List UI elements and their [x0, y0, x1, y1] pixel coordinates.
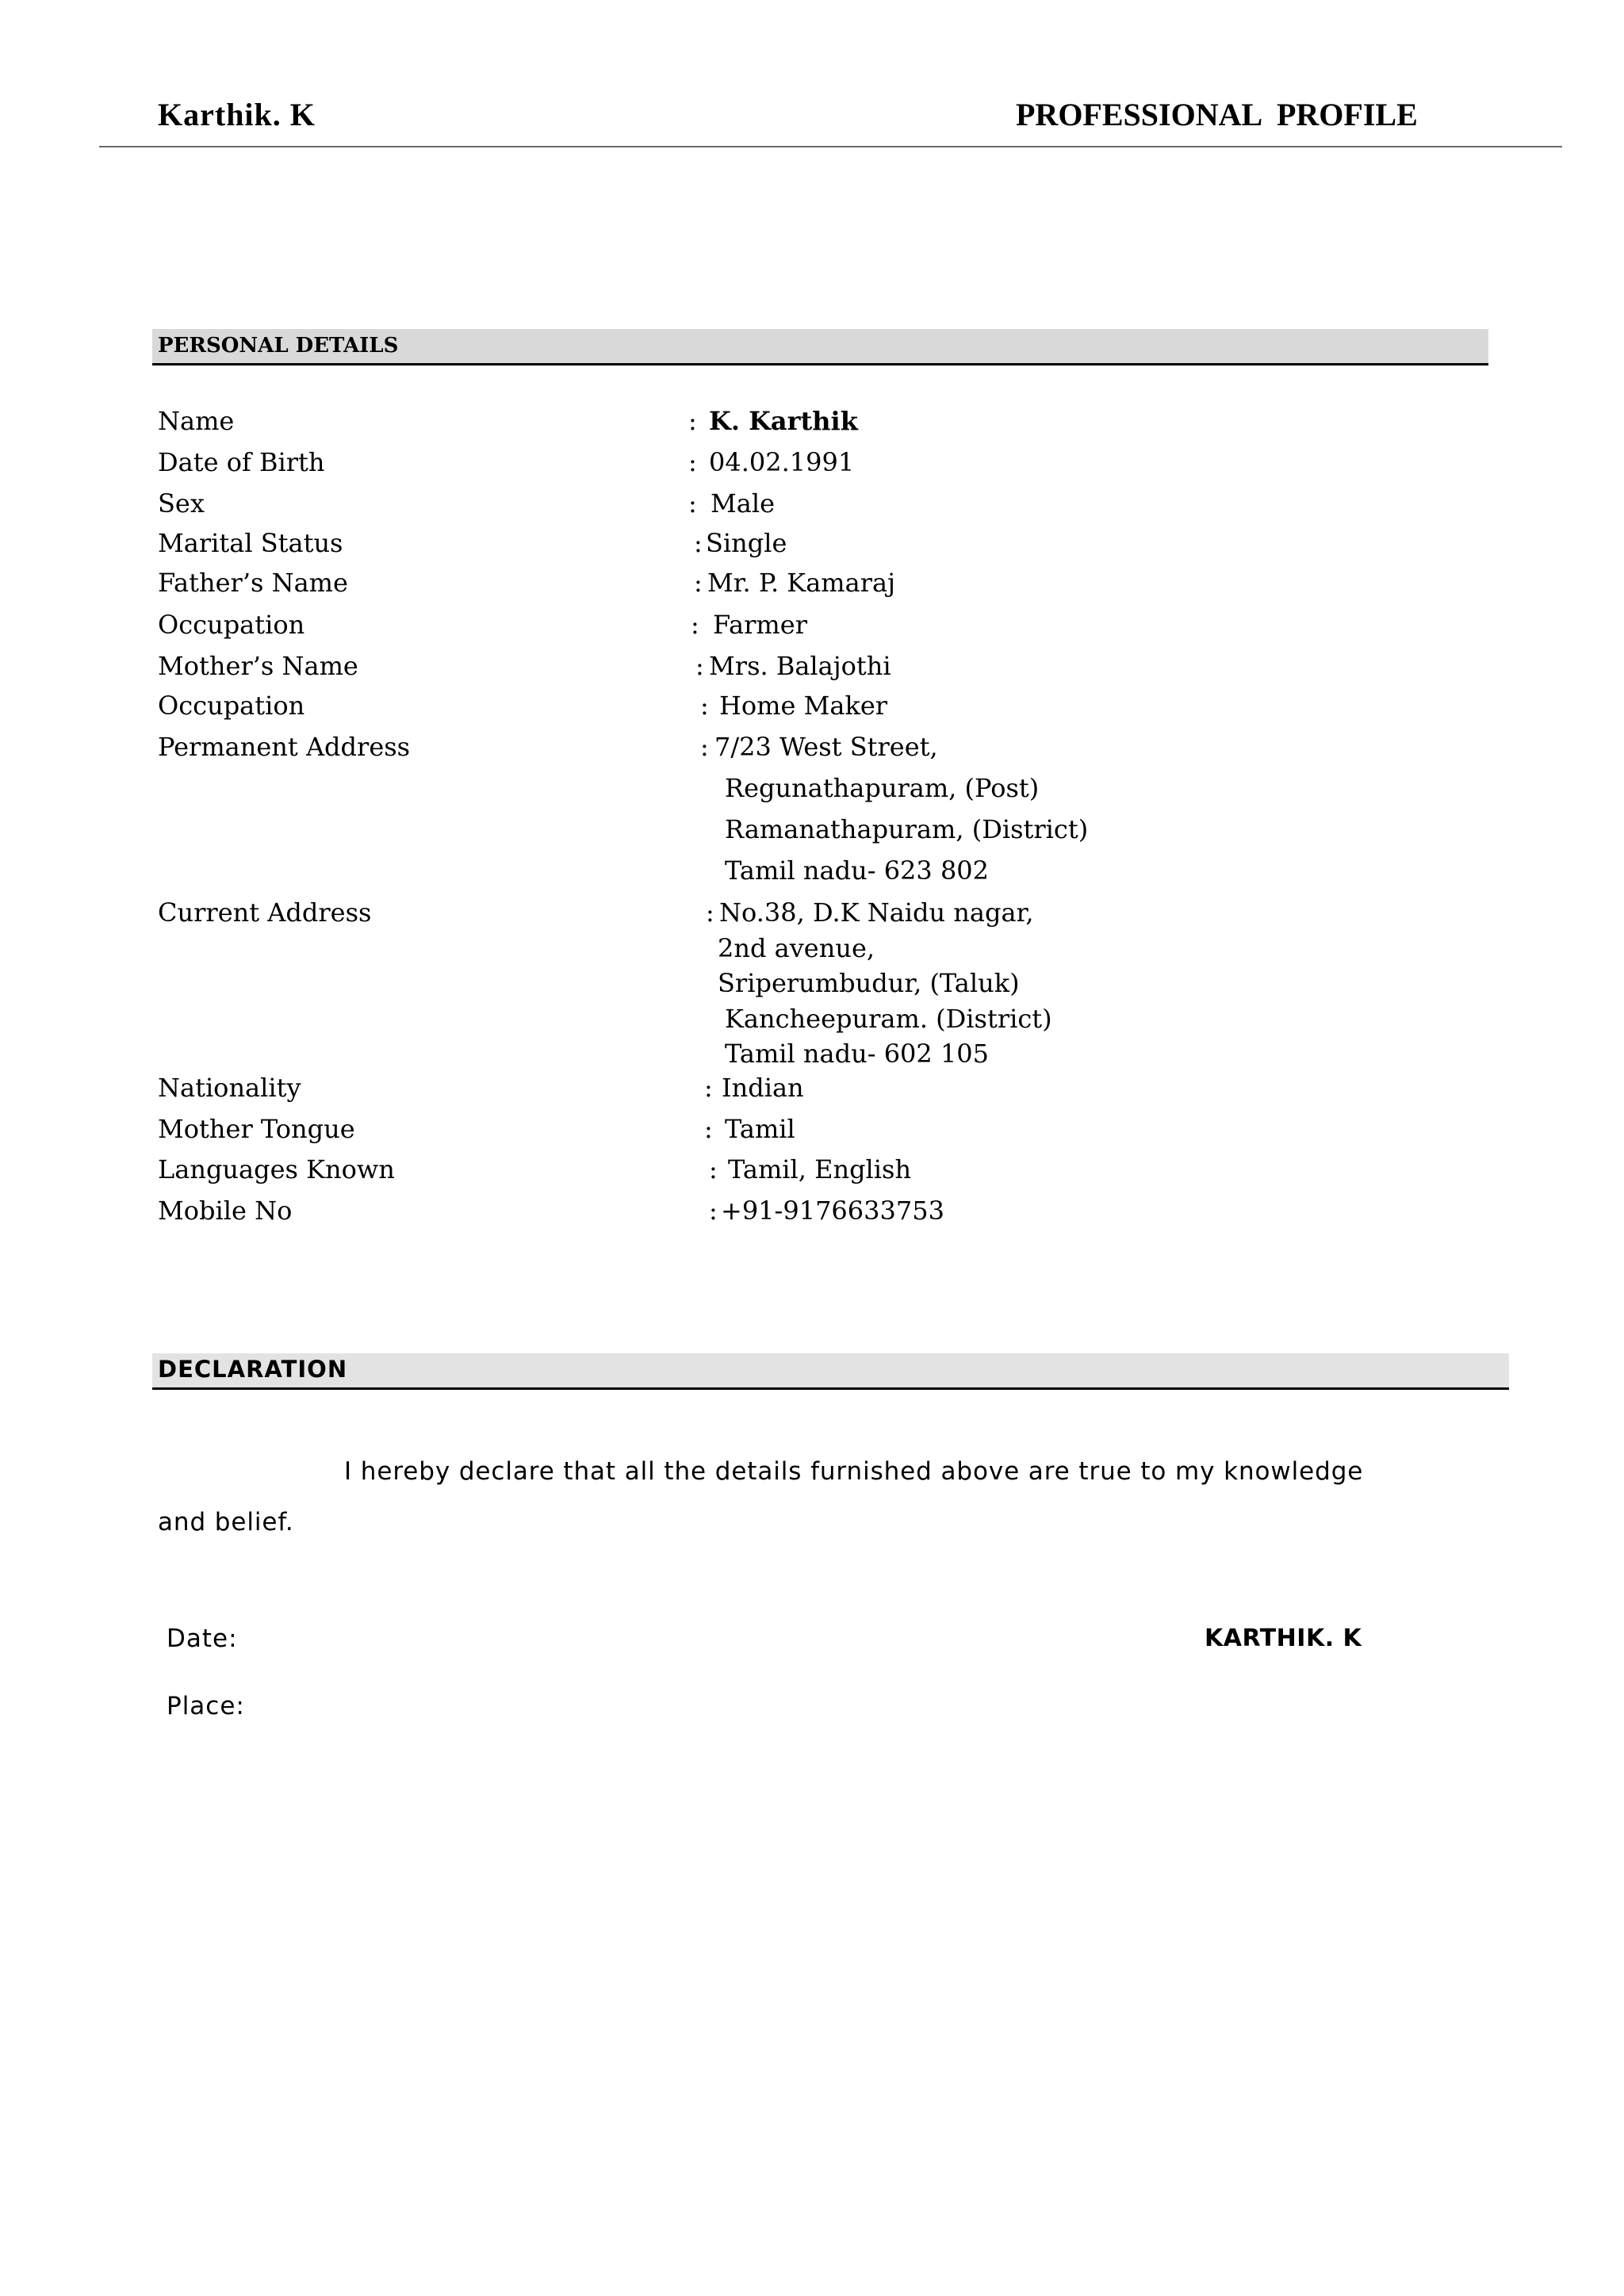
address-line: Regunathapuram, (Post) [725, 773, 1040, 803]
field-label: Nationality [158, 1073, 301, 1103]
address-line: 7/23 West Street, [714, 732, 938, 762]
address-line: Ramanathapuram, (District) [725, 814, 1089, 844]
field-value: Single [706, 528, 787, 558]
field-value: Mr. P. Kamaraj [707, 568, 895, 598]
field-value: Male [710, 488, 776, 519]
field-separator: : [688, 447, 697, 477]
declaration-heading: DECLARATION [152, 1353, 1509, 1390]
field-label: Mother Tongue [158, 1114, 355, 1144]
field-separator: : [706, 897, 714, 928]
address-line: 2nd avenue, [718, 932, 875, 963]
field-separator: : [700, 691, 709, 721]
declaration-text-line: and belief. [158, 1508, 294, 1536]
declaration-text-line: I hereby declare that all the details furnished above are true to my knowledge [344, 1457, 1364, 1486]
field-value: K. Karthik [709, 406, 858, 436]
field-value: 04.02.1991 [709, 447, 855, 477]
field-separator: : [691, 610, 699, 640]
field-separator: : [694, 528, 703, 558]
field-label: Mother’s Name [158, 651, 358, 681]
field-value: +91-9176633753 [721, 1196, 944, 1226]
address-block [718, 895, 1052, 1072]
signature-name: KARTHIK. K [1205, 1624, 1362, 1652]
header-title: PROFESSIONAL PROFILE [1016, 97, 1418, 132]
field-label: Date of Birth [158, 447, 325, 477]
field-separator: : [704, 1073, 713, 1103]
field-label: Mobile No [158, 1196, 293, 1226]
address-line: Tamil nadu- 623 802 [725, 855, 990, 886]
field-separator: : [704, 1114, 713, 1144]
place-label: Place: [167, 1692, 245, 1720]
field-separator: : [694, 568, 703, 598]
date-label: Date: [167, 1624, 238, 1653]
address-line: No.38, D.K Naidu nagar, [719, 897, 1034, 928]
header-name: Karthik. K [158, 97, 316, 132]
field-label: Occupation [158, 610, 305, 640]
field-value: Indian [722, 1073, 804, 1103]
field-separator: : [709, 1154, 718, 1184]
field-label: Permanent Address [158, 732, 411, 762]
personal-details-heading: PERSONAL DETAILS [152, 329, 1488, 365]
field-label: Current Address [158, 897, 372, 928]
field-label: Father’s Name [158, 568, 348, 598]
field-separator: : [695, 651, 704, 681]
field-label: Name [158, 406, 235, 436]
field-label: Marital Status [158, 528, 343, 558]
header-rule [99, 146, 1562, 147]
field-label: Occupation [158, 691, 305, 721]
field-value: Tamil, English [728, 1154, 912, 1184]
field-value: Farmer [713, 610, 807, 640]
field-separator: : [700, 732, 709, 762]
field-label: Sex [158, 488, 205, 519]
address-line: Sriperumbudur, (Taluk) [718, 968, 1020, 998]
field-value: Tamil [725, 1114, 795, 1144]
field-label: Languages Known [158, 1154, 395, 1184]
address-line: Kancheepuram. (District) [725, 1003, 1052, 1034]
field-value: Home Maker [719, 691, 888, 721]
address-block [714, 726, 1088, 891]
field-separator: : [709, 1196, 718, 1226]
field-separator: : [688, 488, 697, 519]
field-value: Mrs. Balajothi [709, 651, 891, 681]
address-line: Tamil nadu- 602 105 [725, 1039, 990, 1069]
field-separator: : [688, 406, 697, 436]
